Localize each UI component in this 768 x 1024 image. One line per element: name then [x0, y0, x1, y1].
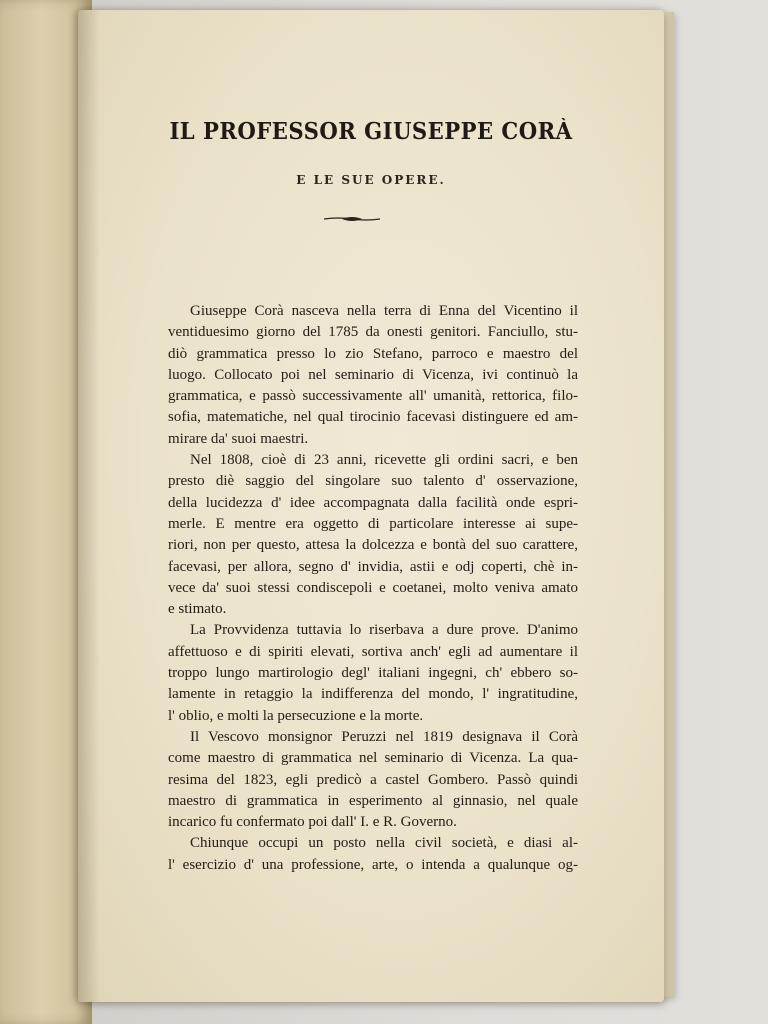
text-line: come maestro di grammatica nel seminario di Vicenza. La qua-	[168, 750, 578, 767]
text-line: La Provvidenza tuttavia lo riserbava a dure prove. D'animo	[190, 622, 578, 639]
body-text	[168, 301, 578, 876]
text-line: maestro di grammatica in esperimento al ginnasio, nel quale	[168, 792, 578, 809]
text-line: mirare da' suoi maestri.	[168, 430, 309, 447]
text-line: l' esercizio d' una professione, arte, o intenda a qualunque og-	[168, 856, 578, 873]
text-line: lamente in retaggio la indifferenza del mondo, l' ingratitudine,	[168, 686, 578, 703]
text-line: e stimato.	[168, 601, 227, 618]
page-title: IL PROFESSOR GIUSEPPE CORÀ	[169, 118, 573, 145]
text-line: Chiunque occupi un posto nella civil società, e diasi al-	[190, 835, 578, 852]
paragraph	[168, 620, 578, 726]
text-line: diò grammatica presso lo zio Stefano, parroco e maestro del	[168, 345, 578, 362]
text-line: vece da' suoi stessi condiscepoli e coetanei, molto veniva amato	[168, 579, 578, 596]
text-line: troppo lungo martirologio degl' italiani ingegni, ch' ebbero so-	[168, 665, 578, 682]
text-line: della lucidezza d' idee accompagnata dalla facilità onde espri-	[168, 494, 578, 511]
text-line: Nel 1808, cioè di 23 anni, ricevette gli ordini sacri, e ben	[190, 452, 578, 469]
paragraph	[168, 727, 578, 833]
text-line: luogo. Collocato poi nel seminario di Vicenza, ivi continuò la	[168, 366, 578, 383]
text-line: presto diè saggio del singolare suo talento d' osservazione,	[168, 473, 578, 490]
ornament-rule-icon	[324, 215, 380, 223]
text-line: incarico fu confermato poi dall' I. e R. Governo.	[168, 814, 457, 831]
paragraph	[168, 450, 578, 620]
paragraph	[168, 301, 578, 450]
text-line: ventiduesimo giorno del 1785 da onesti genitori. Fanciullo, stu-	[168, 324, 578, 341]
text-line: sofia, matematiche, nel qual tirocinio facevasi distinguere ed am-	[168, 409, 578, 426]
text-line: affettuoso e di spiriti elevati, sortiva anch' egli ad aumentare il	[168, 643, 578, 660]
text-line: facevasi, per allora, segno d' invidia, astii e odj coperti, chè in-	[168, 558, 578, 575]
page-subtitle: E LE SUE OPERE.	[296, 173, 446, 187]
text-line: Giuseppe Corà nasceva nella terra di Enna del Vicentino il	[190, 303, 578, 319]
text-line: resima del 1823, egli predicò a castel Gombero. Passò quindi	[168, 771, 578, 788]
text-line: riori, non per questo, attesa la dolcezza e bontà del suo carattere,	[168, 537, 578, 554]
text-line: l' oblio, e molti la persecuzione e la morte.	[168, 707, 424, 724]
paragraph	[168, 833, 578, 876]
text-line: grammatica, e passò successivamente all' umanità, rettorica, filo-	[168, 388, 578, 405]
book-page	[78, 10, 664, 1002]
gutter-shadow	[78, 10, 100, 1002]
text-line: Il Vescovo monsignor Peruzzi nel 1819 designava il Corà	[190, 728, 578, 745]
text-line: merle. E mentre era oggetto di particolare interesse ai supe-	[168, 515, 578, 532]
